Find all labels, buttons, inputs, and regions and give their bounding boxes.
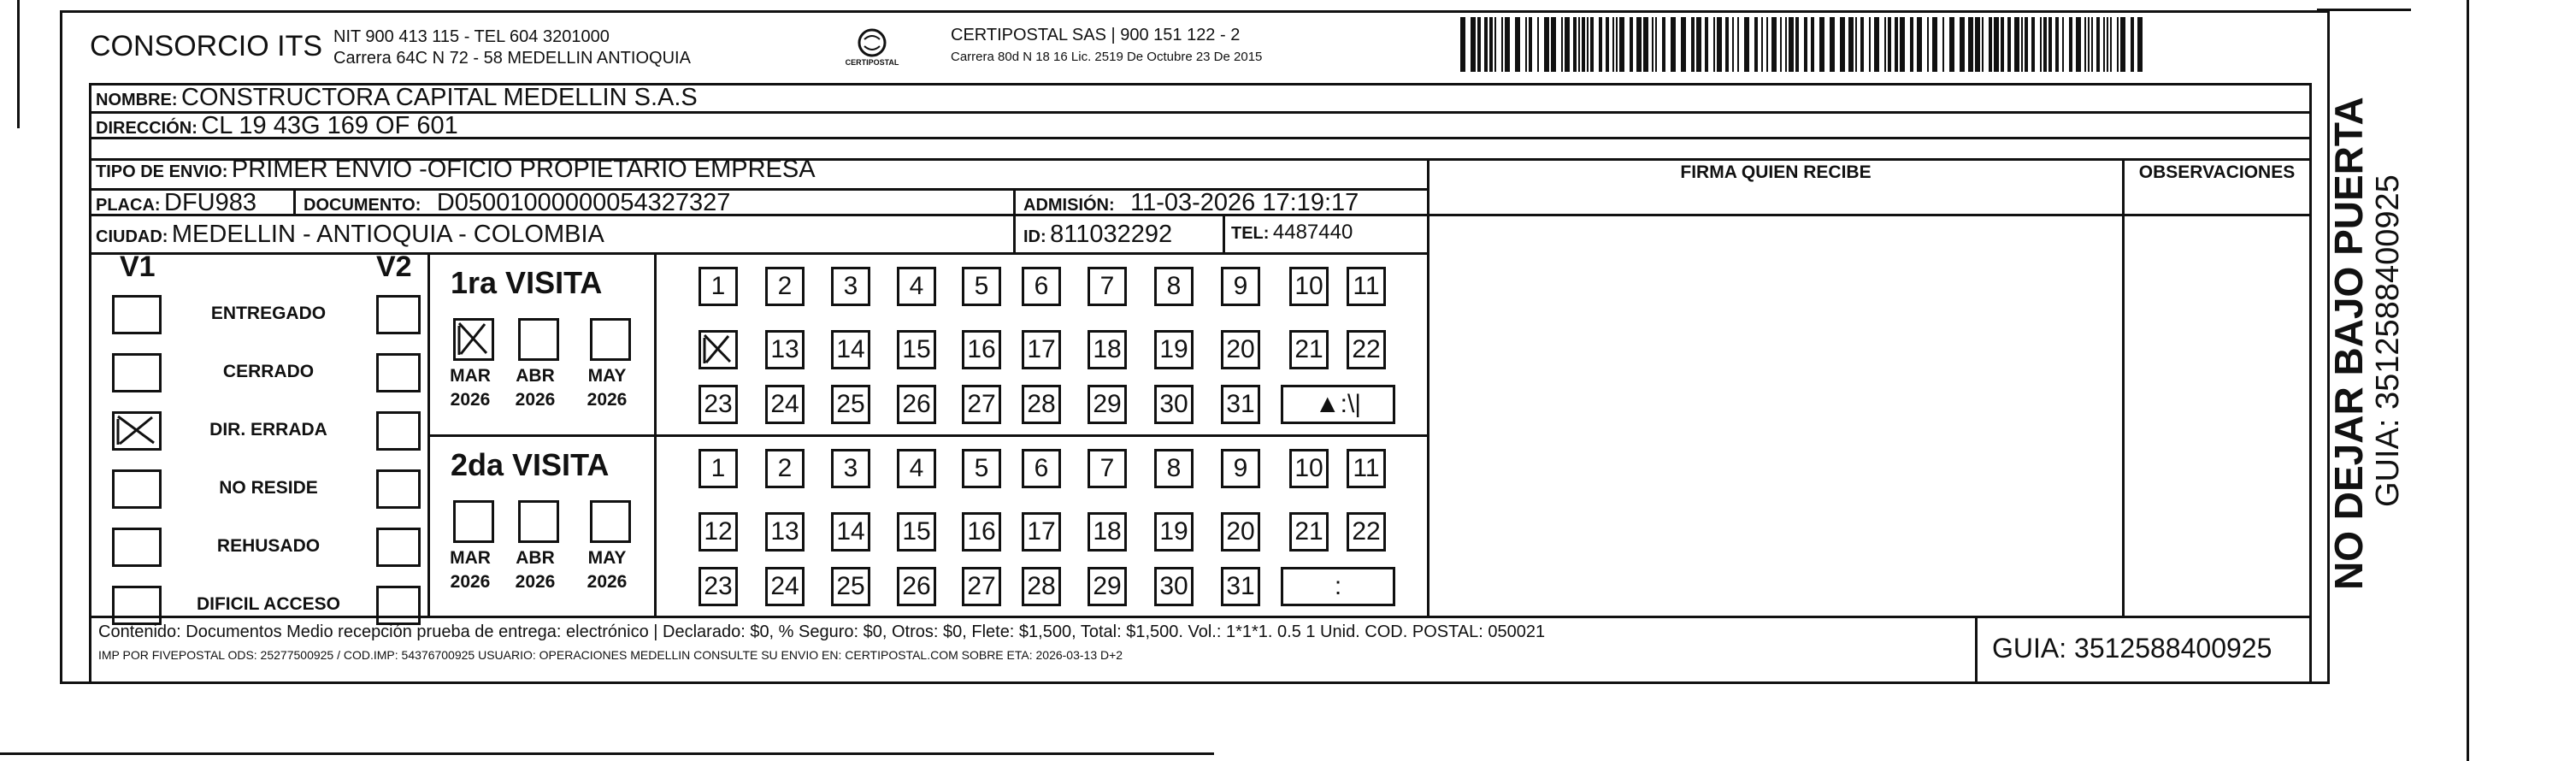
- day-box: 28: [1022, 567, 1061, 606]
- day-box: 18: [1088, 330, 1127, 369]
- admision-field: [1023, 189, 1359, 217]
- ciudad-field: [96, 221, 604, 249]
- day-box: 31: [1221, 385, 1260, 424]
- day-box: 15: [897, 330, 936, 369]
- direccion-row: [96, 112, 458, 140]
- placa-field: [96, 189, 256, 217]
- day-box: 16: [962, 512, 1001, 552]
- day-box: 12: [699, 512, 738, 552]
- v1-checkbox: [112, 295, 162, 334]
- company-nit: NIT 900 413 115 - TEL 604 3201000: [333, 27, 610, 46]
- month-checkbox: [453, 500, 494, 543]
- day-box: 30: [1154, 567, 1194, 606]
- day-box: 31: [1221, 567, 1260, 606]
- hand-mark-icon: [701, 333, 735, 367]
- company-name: CONSORCIO ITS: [90, 30, 323, 62]
- year-label: 2026: [515, 572, 556, 592]
- day-box: 4: [897, 267, 936, 306]
- placa-value: DFU983: [164, 189, 256, 216]
- top-right-mark: [2317, 9, 2411, 11]
- id-value: 811032292: [1050, 221, 1173, 248]
- day-box: 24: [765, 567, 805, 606]
- month-checkbox: [518, 500, 559, 543]
- day-box: 23: [699, 567, 738, 606]
- direccion-value: CL 19 43G 169 OF 601: [201, 112, 458, 139]
- day-box: 17: [1022, 330, 1061, 369]
- day-box: 2: [765, 449, 805, 488]
- month-label: MAY: [587, 548, 627, 568]
- day-box: 22: [1347, 512, 1386, 552]
- day-box: 22: [1347, 330, 1386, 369]
- documento-label: DOCUMENTO:: [304, 196, 421, 215]
- admision-value: 11-03-2026 17:19:17: [1130, 189, 1359, 216]
- id-label: ID:: [1023, 227, 1046, 246]
- day-box: 23: [699, 385, 738, 424]
- contenido-line: Contenido: Documentos Medio recepción prueba de entrega: electrónico | Declarado: $0, % Seguro: $0, Otros: $0, Flete: $1,500, Total: $1,500. Vol.: 1*1*1. 0.5 1 Unid. COD. POSTAL: 050021: [98, 622, 1546, 641]
- placa-label: PLACA:: [96, 196, 161, 215]
- month-label: MAR: [450, 548, 491, 568]
- year-label: 2026: [515, 390, 556, 410]
- day-box: 6: [1022, 267, 1061, 306]
- month-label: ABR: [516, 548, 555, 568]
- day-box: 3: [831, 449, 870, 488]
- day-box: 1: [699, 267, 738, 306]
- tel-value: 4487440: [1272, 221, 1353, 244]
- day-box: 5: [962, 449, 1001, 488]
- v1-checkbox: [112, 353, 162, 392]
- day-box: 13: [765, 512, 805, 552]
- day-box: 10: [1289, 449, 1329, 488]
- v1-checkbox: [112, 528, 162, 567]
- day-box: 11: [1347, 267, 1386, 306]
- day-box: 27: [962, 567, 1001, 606]
- tipo-row: [96, 156, 816, 184]
- day-box: 27: [962, 385, 1001, 424]
- day-box: 28: [1022, 385, 1061, 424]
- day-box: 19: [1154, 512, 1194, 552]
- day-box: 21: [1289, 330, 1329, 369]
- status-label: DIR. ERRADA: [209, 420, 327, 439]
- day-box: 19: [1154, 330, 1194, 369]
- day-box: 7: [1088, 449, 1127, 488]
- day-box: 3: [831, 267, 870, 306]
- day-box: 5: [962, 267, 1001, 306]
- month-label: ABR: [516, 366, 555, 386]
- month-label: MAY: [587, 366, 627, 386]
- day-box: [699, 330, 738, 369]
- tipo-label: TIPO DE ENVIO:: [96, 162, 228, 181]
- day-box: 10: [1289, 267, 1329, 306]
- day-box: 7: [1088, 267, 1127, 306]
- day-box: 24: [765, 385, 805, 424]
- direccion-label: DIRECCIÓN:: [96, 119, 197, 138]
- left-edge-mark: [17, 0, 20, 128]
- year-label: 2026: [587, 390, 628, 410]
- day-box: 8: [1154, 449, 1194, 488]
- nombre-label: NOMBRE:: [96, 91, 178, 109]
- time-box: :: [1281, 567, 1395, 606]
- v1-header: V1: [120, 251, 156, 283]
- v1-checkbox: [112, 586, 162, 625]
- day-box: 1: [699, 449, 738, 488]
- day-box: 26: [897, 385, 936, 424]
- tel-field: [1231, 221, 1353, 245]
- day-box: 14: [831, 330, 870, 369]
- v2-checkbox: [376, 411, 421, 451]
- v2-checkbox: [376, 586, 421, 625]
- documento-value: D05001000000054327327: [436, 189, 731, 216]
- tel-label: TEL:: [1231, 224, 1270, 243]
- ciudad-value: MEDELLIN - ANTIOQUIA - COLOMBIA: [171, 221, 604, 248]
- documento-field: [304, 189, 730, 217]
- day-box: 21: [1289, 512, 1329, 552]
- day-box: 6: [1022, 449, 1061, 488]
- admision-label: ADMISIÓN:: [1023, 196, 1115, 215]
- no-dejar-bajo-puerta: NO DEJAR BAJO PUERTA: [2326, 97, 2371, 590]
- status-label: DIFICIL ACCESO: [196, 594, 340, 614]
- day-box: 20: [1221, 330, 1260, 369]
- day-box: 25: [831, 567, 870, 606]
- guia-footer: GUIA: 3512588400925: [1992, 633, 2272, 664]
- day-box: 29: [1088, 385, 1127, 424]
- day-box: 4: [897, 449, 936, 488]
- year-label: 2026: [450, 390, 491, 410]
- year-label: 2026: [587, 572, 628, 592]
- visit-title: 2da VISITA: [451, 447, 610, 482]
- status-label: ENTREGADO: [210, 304, 327, 323]
- certipostal-address: Carrera 80d N 18 16 Lic. 2519 De Octubre 23 De 2015: [951, 50, 1263, 64]
- certipostal-logo: [834, 26, 911, 77]
- hand-mark-icon: [456, 321, 492, 358]
- day-box: 25: [831, 385, 870, 424]
- day-box: 14: [831, 512, 870, 552]
- firma-header: FIRMA QUIEN RECIBE: [1680, 162, 1872, 182]
- tipo-value: PRIMER ENVIO -OFICIO PROPIETARIO EMPRESA: [231, 156, 816, 183]
- hand-mark-icon: [115, 414, 159, 448]
- certipostal-name: CERTIPOSTAL SAS | 900 151 122 - 2: [951, 26, 1241, 44]
- nombre-value: CONSTRUCTORA CAPITAL MEDELLIN S.A.S: [181, 84, 698, 111]
- day-box: 26: [897, 567, 936, 606]
- month-checkbox: [518, 318, 559, 361]
- day-box: 13: [765, 330, 805, 369]
- day-box: 2: [765, 267, 805, 306]
- visit-title: 1ra VISITA: [451, 265, 603, 300]
- day-box: 20: [1221, 512, 1260, 552]
- logo-icon: [834, 26, 911, 77]
- v1-checkbox: [112, 469, 162, 509]
- day-box: 29: [1088, 567, 1127, 606]
- v1-checkbox: [112, 411, 162, 451]
- company-address: Carrera 64C N 72 - 58 MEDELLIN ANTIOQUIA: [333, 49, 691, 68]
- id-field: [1023, 221, 1172, 249]
- day-box: 8: [1154, 267, 1194, 306]
- status-label: REHUSADO: [216, 536, 321, 556]
- month-label: MAR: [450, 366, 491, 386]
- day-box: 18: [1088, 512, 1127, 552]
- barcode: [1460, 17, 2144, 72]
- day-box: 16: [962, 330, 1001, 369]
- observaciones-header: OBSERVACIONES: [2138, 162, 2296, 182]
- v2-checkbox: [376, 353, 421, 392]
- time-box: ▲:\|: [1281, 385, 1395, 424]
- logo-text: CERTIPOSTAL: [845, 58, 899, 67]
- v2-checkbox: [376, 469, 421, 509]
- day-box: 15: [897, 512, 936, 552]
- year-label: 2026: [450, 572, 491, 592]
- nombre-row: [96, 84, 698, 112]
- day-box: 9: [1221, 267, 1260, 306]
- guia-side: GUIA: 3512588400925: [2370, 174, 2406, 507]
- v2-checkbox: [376, 528, 421, 567]
- day-box: 30: [1154, 385, 1194, 424]
- day-box: 17: [1022, 512, 1061, 552]
- v2-checkbox: [376, 295, 421, 334]
- day-box: 11: [1347, 449, 1386, 488]
- month-checkbox: [590, 318, 631, 361]
- ciudad-label: CIUDAD:: [96, 227, 168, 246]
- status-label: NO RESIDE: [219, 478, 318, 498]
- imp-line: IMP POR FIVEPOSTAL ODS: 25277500925 / COD.IMP: 54376700925 USUARIO: OPERACIONES MEDELLIN CONSULTE SU ENVIO EN: CERTIPOSTAL.COM SOBRE ETA: 2026-03-13 D+2: [98, 648, 1123, 662]
- v2-header: V2: [376, 251, 412, 283]
- bottom-rule: [0, 752, 1214, 755]
- month-checkbox: [453, 318, 494, 361]
- right-edge-mark: [2467, 0, 2469, 761]
- day-box: 9: [1221, 449, 1260, 488]
- month-checkbox: [590, 500, 631, 543]
- status-label: CERRADO: [222, 362, 315, 381]
